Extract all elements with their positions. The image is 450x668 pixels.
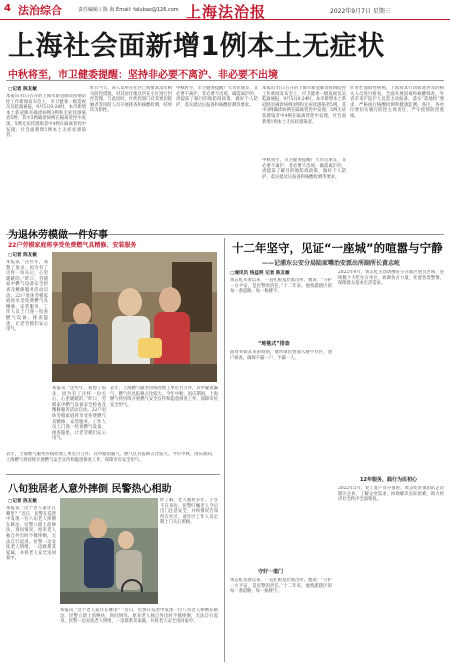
issue-date: 2022年9月7日 星期三 <box>330 8 391 15</box>
story4-byline: □通讯员 钱益明 记者 陈友敏 <box>230 271 290 276</box>
story2-cont: 去年，上海燃气服务热线处理工单近百万件，其中疑似漏气、燃气灶具报修占比较大。今年中秋、国庆期间，上海燃气将持续开展燃气安全宣传和隐患排查工作，保障市民安全用气。 <box>6 452 216 463</box>
story3-byline: □记者 陈友敏 <box>8 499 37 504</box>
divider <box>6 474 220 475</box>
story4-subheading-2: 守好一道门 <box>258 569 284 575</box>
story2-title: 为退休劳模做一件好事 <box>8 230 108 241</box>
story4-col-1b: 面对突如其来的疫情，他带领民警深入楼宇社区，逐户排查，确保不漏一户、不漏一人。 <box>230 350 332 361</box>
main-subheadline: 中秋将至，市卫健委提醒：坚持非必要不离沪、非必要不出境 <box>8 70 278 81</box>
lead-col-4b: 中秋将至，市卫健委提醒广大市民朋友，非必要不离沪、非必要不出境，确需离沪的，请提前了解目的地防疫政策，做好个人防护，落实抵达后报备和核酸检测等要求。 <box>262 158 346 180</box>
story4-subtitle: ——记浦东公安分局陆家嘴治安派出所副所长黄志屹 <box>262 260 401 267</box>
story3-title: 八旬独居老人意外摔倒 民警热心相助 <box>8 484 172 495</box>
story4-col-1c: 黄志屹从警以来，一直扎根基层派出所。他说：“守护一方平安，是民警的责任。”十二年来，他熟悉辖区的每一条道路、每一栋楼宇。 <box>230 578 332 595</box>
section-title: 法治综合 <box>18 4 62 17</box>
lead-col-1: 本报讯 昨日召开的上海市新冠肺炎疫情防控工作新闻发布会上，市卫健委一级巡视员吴乾渝通报，9月5日0-24时，本市新增本土新冠肺炎确诊病例3例和无症状感染者5例，其中3例确诊病例在隔离管控中发现，5例无症状感染者中4例在隔离管控中发现，社会面新增1例本土无症状感染者。 <box>6 94 86 139</box>
story4-col-1: 黄志屹从警以来，一直扎根基层派出所。他说：“守护一方平安，是民警的责任。”十二年来，他熟悉辖区的每一条道路、每一栋楼宇。 <box>230 278 332 295</box>
lead-col-3: 中秋将至，市卫健委提醒广大市民朋友，非必要不离沪、非必要不出境，确需离沪的，请提前了解目的地防疫政策，做好个人防护，落实抵达后报备和核酸检测等要求。 <box>176 86 258 108</box>
page-number: 4 <box>4 3 11 14</box>
story4-title: 十二年坚守，见证“一座城”的喧嚣与宁静 <box>232 241 443 255</box>
story2-byline: □记者 陈友敏 <box>8 253 37 258</box>
story3-cont: 本报讯 “这个老人家住在哪里？”近日，民警在巡逻中发现一位八旬老人摔倒在路边，民警立即上前搀扶，询问情况。原来老人独自外出时不慎摔倒，无法自行起身。民警一边安抚老人情绪，一边联系其家属，并将老人安全送回家中。 <box>60 608 218 625</box>
story4-col-2b: 2022年5月，复工复产有序推进。黄志屹带领团队走访辖区企业，了解企业需求，协助解决实际困难，助力经济社会秩序全面恢复。 <box>338 486 444 503</box>
editor-line: 责任编辑 / 陈 海 Email: falubao@126.com <box>78 7 179 13</box>
photo-police-helping-elderly <box>60 498 158 604</box>
story2-subtitle: 22户劳模家庭将享受免费燃气具精修、安装服务 <box>8 242 137 249</box>
main-headline: 上海社会面新增1例本土无症状 <box>8 31 385 62</box>
story2-col-1b: 本报讯 “这些年，我想了很多，因为有了这样一份关心，心里暖暖的。”昨日，劳模家中燃气设备安全检查及精修服务活动启动。22户退休劳模家庭将享受免费燃气具精修、安装服务。工作人员上门逐一检查燃气设备，排查隐患，让老劳模们安心用气。 <box>52 386 106 442</box>
column-divider <box>224 238 225 662</box>
story4-subheading-1: “地毯式”排查 <box>258 341 290 347</box>
lead-col-3b: 本报讯 昨日召开的上海市新冠肺炎疫情防控工作新闻发布会上，市卫健委一级巡视员吴乾渝通报，9月5日0-24时，本市新增本土新冠肺炎确诊病例3例和无症状感染者5例，其中3例确诊病例在隔离管控中发现，5例无症状感染者中4例在隔离管控中发现，社会面新增1例本土无症状感染者。 <box>262 86 346 125</box>
story3-col-2: 经了解，老人独居多年，子女不在身边。民警叮嘱老人今后出门注意安全，并将情况告知所在社区，请社区工作人员定期上门关心照顾。 <box>160 498 218 526</box>
divider <box>6 80 444 81</box>
story3-col-1: 本报讯 “这个老人家住在哪里？”近日，民警在巡逻中发现一位八旬老人摔倒在路边，民警立即上前搀扶，询问情况。原来老人独自外出时不慎摔倒，无法自行起身。民警一边安抚老人情绪，一边联系其家属，并将老人安全送回家中。 <box>6 506 56 562</box>
story2-col-2: 去年，上海燃气服务热线处理工单近百万件，其中疑似漏气、燃气灶具报修占比较大。今年中秋、国庆期间，上海燃气将持续开展燃气安全宣传和隐患排查工作，保障市民安全用气。 <box>110 386 218 408</box>
story4-subheading-3: 12年服务，践行为民初心 <box>360 477 417 483</box>
masthead <box>0 0 450 20</box>
lead-byline: □记者 陈友敏 <box>8 87 37 92</box>
photo-visiting-model-worker <box>52 252 217 382</box>
newspaper-logo: 上海法治报 <box>186 3 267 21</box>
lead-col-2: 昨日当天，该人员所在社区已按要求落实相关防控措施，对其居住地及所在小区进行封控管理。与此同时，区疾控部门对其密切接触者等风险人员开展排查和核酸检测，结果均为阴性。 <box>90 86 172 114</box>
story2-col-1: 本报讯 “这些年，我想了很多，因为有了这样一份关心，心里暖暖的。”昨日，劳模家中燃气设备安全检查及精修服务活动启动。22户退休劳模家庭将享受免费燃气具精修、安装服务。工作人员上门逐一检查燃气设备，排查隐患，让老劳模们安心用气。 <box>6 260 48 333</box>
story4-col-2: 2022年4月，黄志屹主动请缨驻守在辖区重点区域，连续数十天吃住在单位，协调各方力量，处置各类警情，保障群众基本生活需求。 <box>338 270 444 287</box>
lead-col-4: 针对社面阳性病例，上海对其行动轨迹涉及的相关人员进行排查，全面开展消毒和核酸筛查。外省市来沪返沪人员需主动报备，落实“落地检”要求，严格执行核酸检测和健康监测。各区、各单位要切实履行防控主体责任，严守疫情防控底线。 <box>350 86 444 119</box>
